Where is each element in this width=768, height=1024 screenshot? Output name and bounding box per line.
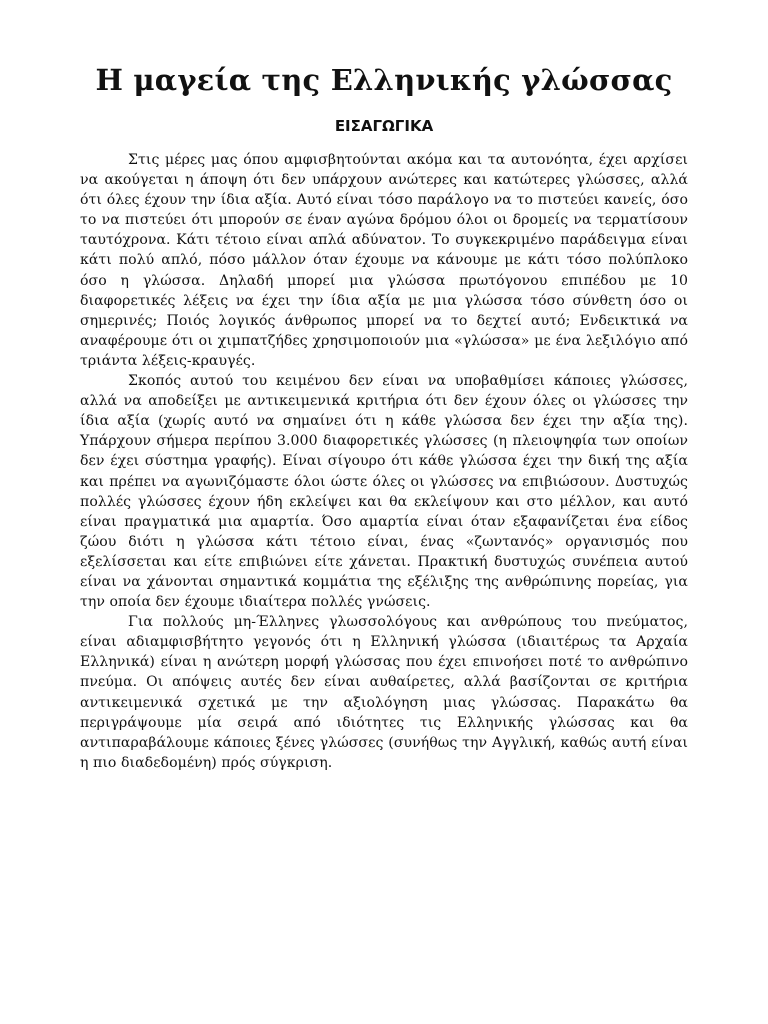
section-heading: ΕΙΣΑΓΩΓΙΚΑ (334, 117, 434, 135)
paragraph-2: Σκοπός αυτού του κειμένου δεν είναι να υποβαθμίσει κάποιες γλώσσες, αλλά να αποδείξει με αντικειμενικά κριτήρια ότι δεν έχουν όλες οι γλώσσες την ίδια αξία (χωρίς αυτό να σημαίνει ότι η κάθε γλώσσα δεν έχει την αξία της). Υπάρχουν σήμερα περίπου 3.000 διαφορετικές γλώσσες (η πλειοψηφία των οποίων δεν έχει σύστημα γραφής). Είναι σίγουρο ότι κάθε γλώσσα έχει την δική της αξία και πρέπει να αγωνιζόμαστε όλοι ώστε όλες οι γλώσσες να επιβιώσουν. Δυστυχώς πολλές γλώσσες έχουν ήδη εκλείψει και θα εκλείψουν και στο μέλλον, και αυτό είναι πραγματικά μια αμαρτία. Όσο αμαρτία είναι όταν εξαφανίζεται ένα είδος ζώου διότι η γλώσσα κάτι τέτοιο είναι, ένας «ζωντανός» οργανισμός που εξελίσσεται και είτε επιβιώνει είτε χάνεται. Πρακτική δυστυχώς συνέπεια αυτού είναι να χάνονται σημαντικά κομμάτια της εξέλιξης της ανθρώπινης πορείας, για την οποία δεν έχουμε ιδιαίτερα πολλές γνώσεις. (80, 373, 688, 611)
document-page (80, 62, 688, 773)
paragraph-1: Στις μέρες μας όπου αμφισβητούνται ακόμα και τα αυτονόητα, έχει αρχίσει να ακούγεται η άποψη ότι δεν υπάρχουν ανώτερες και κατώτερες γλώσσες, αλλά ότι όλες έχουν την ίδια αξία. Αυτό είναι τόσο παράλογο να το πιστεύει κανείς, όσο το να πιστεύει ότι μπορούν σε έναν αγώνα δρόμου όλοι οι δρομείς να τερματίσουν ταυτόχρονα. Κάτι τέτοιο είναι απλά αδύνατον. Το συγκεκριμένο παράδειγμα είναι κάτι πολύ απλό, πόσο μάλλον όταν έχουμε να κάνουμε με κάτι τόσο πολύπλοκο όσο η γλώσσα. Δηλαδή μπορεί μια γλώσσα πρωτόγονου επιπέδου με 10 διαφορετικές λέξεις να έχει την ίδια αξία με μια γλώσσα τόσο σύνθετη όσο οι σημερινές; Ποιός λογικός άνθρωπος μπορεί να το δεχτεί αυτό; Ενδεικτικά να αναφέρουμε ότι οι χιμπατζήδες χρησιμοποιούν μια «γλώσσα» με ένα λεξιλόγιο από τριάντα λέξεις-κραυγές. (80, 152, 688, 369)
document-title: Η μαγεία της Ελληνικής γλώσσας (95, 63, 673, 97)
paragraph-3: Για πολλούς μη-Έλληνες γλωσσολόγους και ανθρώπους του πνεύματος, είναι αδιαμφισβήτητο γεγονός ότι η Ελληνική γλώσσα (ιδιαιτέρως τα Αρχαία Ελληνικά) είναι η ανώτερη μορφή γλώσσας που έχει επινοήσει ποτέ το ανθρώπινο πνεύμα. Οι απόψεις αυτές δεν είναι αυθαίρετες, αλλά βασίζονται σε κριτήρια αντικειμενικά σχετικά με την αξιολόγηση μιας γλώσσας. Παρακάτω θα περιγράψουμε μία σειρά από ιδιότητες τις Ελληνικής γλώσσας και θα αντιπαραβάλουμε κάποιες ξένες γλώσσες (συνήθως την Αγγλική, καθώς αυτή είναι η πιο διαδεδομένη) πρός σύγκριση. (80, 614, 688, 771)
